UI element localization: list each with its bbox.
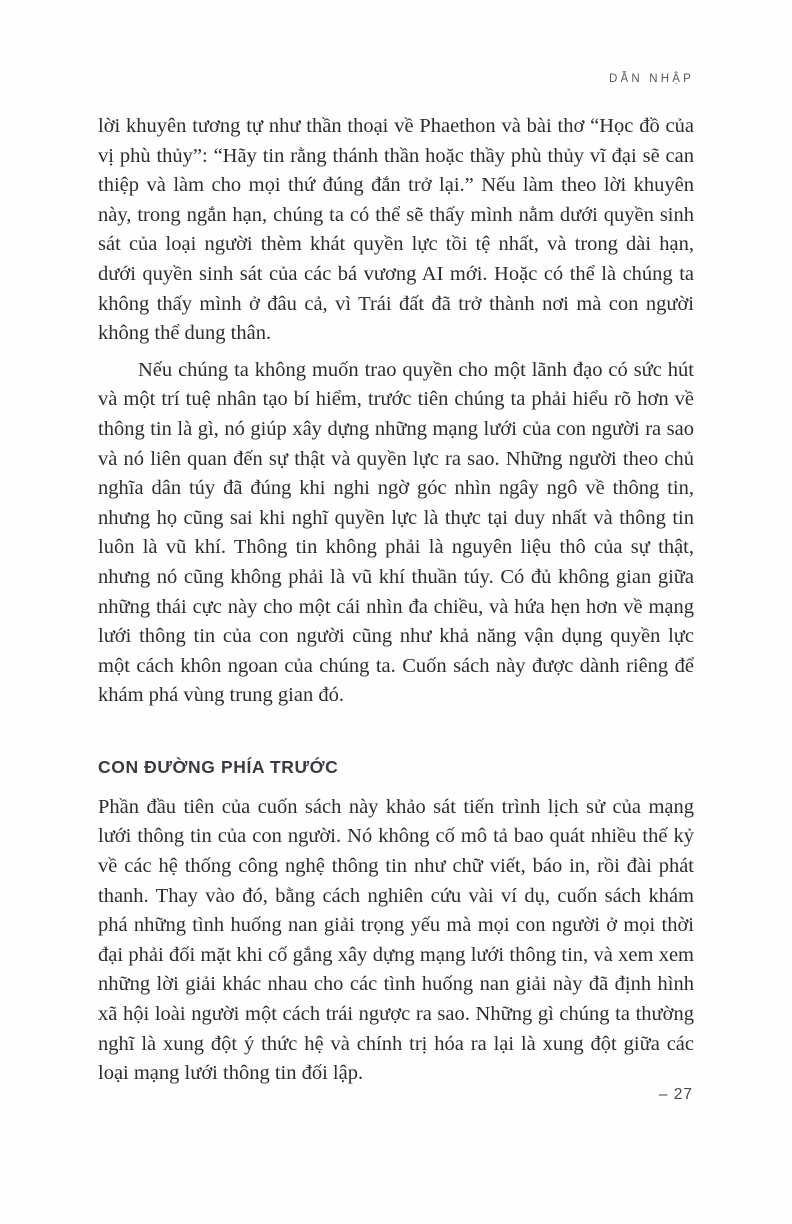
- page-number: – 27: [658, 1086, 693, 1103]
- paragraph: Nếu chúng ta không muốn trao quyền cho một lãnh đạo có sức hút và một trí tuệ nhân tạo bí hiểm, trước tiên chúng ta phải hiểu rõ hơn về thông tin là gì, nó giúp xây dựng những mạng lưới của con người ra sao và nó liên quan đến sự thật và quyền lực ra sao. Những người theo chủ nghĩa dân túy đã đúng khi nghi ngờ góc nhìn ngây ngô về thông tin, nhưng họ cũng sai khi nghĩ quyền lực là thực tại duy nhất và thông tin luôn là vũ khí. Thông tin không phải là nguyên liệu thô của sự thật, nhưng nó cũng không phải là vũ khí thuần túy. Có đủ không gian giữa những thái cực này cho một cái nhìn đa chiều, và hứa hẹn hơn về mạng lưới thông tin của con người cũng như khả năng vận dụng quyền lực một cách khôn ngoan của chúng ta. Cuốn sách này được dành riêng để khám phá vùng trung gian đó.: [98, 358, 694, 707]
- paragraph: Phần đầu tiên của cuốn sách này khảo sát tiến trình lịch sử của mạng lưới thông tin của con người. Nó không cố mô tả bao quát nhiều thế kỷ về các hệ thống công nghệ thông tin như chữ viết, báo in, rồi đài phát thanh. Thay vào đó, bằng cách nghiên cứu vài ví dụ, cuốn sách khám phá những tình huống nan giải trọng yếu mà mọi con người ở mọi thời đại phải đối mặt khi cố gắng xây dựng mạng lưới thông tin, và xem xem những lời giải khác nhau cho các tình huống nan giải này đã định hình xã hội loài người một cách trái ngược ra sao. Những gì chúng ta thường nghĩ là xung đột ý thức hệ và chính trị hóa ra lại là xung đột giữa các loại mạng lưới thông tin đối lập.: [98, 795, 694, 1085]
- running-header: DẪN NHẬP: [608, 73, 694, 85]
- text-block: [98, 112, 694, 1089]
- paragraph-continuation: lời khuyên tương tự như thần thoại về Phaethon và bài thơ “Học đồ của vị phù thủy”: “Hãy tin rằng thánh thần hoặc thầy phù thủy vĩ đại sẽ can thiệp và làm cho mọi thứ đúng đắn trở lại.” Nếu làm theo lời khuyên này, trong ngắn hạn, chúng ta có thể sẽ thấy mình nằm dưới quyền sinh sát của loại người thèm khát quyền lực tồi tệ nhất, và trong dài hạn, dưới quyền sinh sát của các bá vương AI mới. Hoặc có thể là chúng ta không thấy mình ở đâu cả, vì Trái đất đã trở thành nơi mà con người không thể dung thân.: [98, 115, 694, 345]
- section-heading: CON ĐƯỜNG PHÍA TRƯỚC: [98, 756, 339, 777]
